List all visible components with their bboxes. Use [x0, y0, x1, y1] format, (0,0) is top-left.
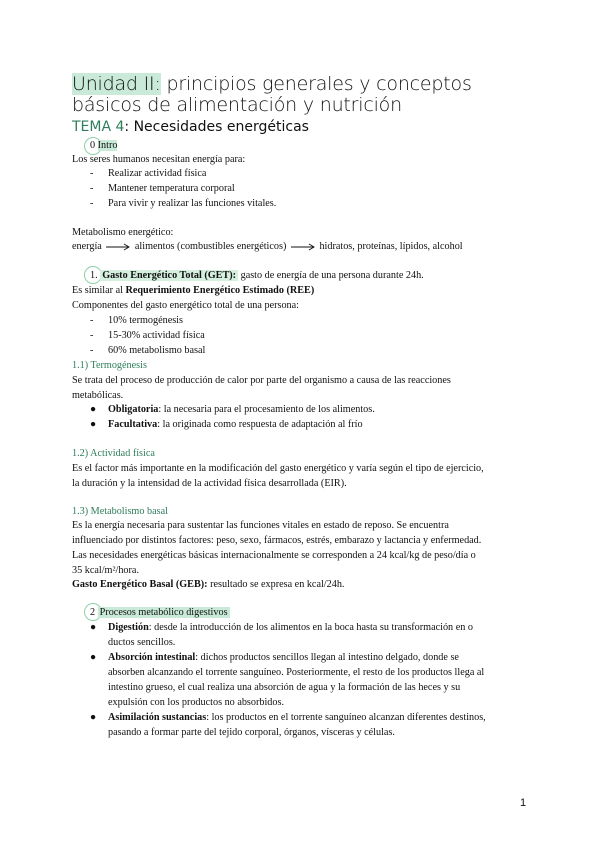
- section1-number: 1.: [90, 270, 98, 281]
- item-rest: : los productos en el torrente sanguíneo alcanzan diferentes destinos,: [206, 712, 486, 723]
- intro-lead: Los seres humanos necesitan energía para:: [72, 154, 246, 165]
- similar-bold: Requerimiento Energético Estimado (REE): [125, 285, 315, 296]
- item-bold: Asimilación sustancias: [108, 712, 207, 723]
- sub3-line3: Las necesidades energéticas básicas internacionalmente se corresponden a 24 kcal/kg de peso/día o: [72, 550, 476, 561]
- s2-item-3-line1: [108, 710, 486, 725]
- s2-item-3-line2: pasando a formar parte del tejido corporal, órganos, vísceras y células.: [108, 727, 395, 738]
- item-bold: Facultativa: [108, 419, 158, 430]
- list-item: -: [90, 198, 94, 209]
- geb-bold: Gasto Energético Basal (GEB):: [72, 579, 208, 590]
- title-line1: principios generales y conceptos: [160, 73, 472, 95]
- intro-item-3: Para vivir y realizar las funciones vitales.: [108, 198, 277, 209]
- page-title-line2: básicos de alimentación y nutrición: [72, 94, 402, 116]
- geb-line: [72, 577, 344, 592]
- section2-heading-text: Procesos metabólico digestivos: [99, 607, 228, 618]
- sub3-line1: Es la energía necesaria para sustentar las funciones vitales en estado de reposo. Se encuentra: [72, 520, 449, 531]
- item-bold: Absorción intestinal: [108, 652, 196, 663]
- section1-heading-rest: gasto de energía de una persona durante 24h.: [238, 270, 424, 281]
- intro-item-1: Realizar actividad física: [108, 168, 207, 179]
- section2-heading: [90, 605, 230, 620]
- section2-number: 2: [90, 607, 96, 618]
- arrow-right-icon: [104, 242, 132, 252]
- bullet-icon: ●: [90, 712, 97, 723]
- sub3-line2: influenciado por distintos factores: peso, sexo, fármacos, estrés, embarazo y lactancia y enfermedad.: [72, 535, 482, 546]
- tema-heading: [72, 118, 309, 136]
- sub2-line1: Es el factor más importante en la modificación del gasto energético y varía según el tipo de ejercicio,: [72, 463, 484, 474]
- sub1-heading: 1.1) Termogénesis: [72, 360, 147, 371]
- component-1: 10% termogénesis: [108, 315, 183, 326]
- flow-step-2: alimentos (combustibles energéticos): [134, 241, 287, 252]
- s2-item-2-line3: intestino grueso, el cual realiza una absorción de agua y la formación de las heces y su: [108, 682, 461, 693]
- list-item: -: [90, 345, 94, 356]
- tema-prefix: TEMA 4: [72, 119, 125, 135]
- section1-heading: [90, 268, 424, 283]
- s2-item-2-line2: absorben alcanzando el torrente sanguíneo. Posteriormente, el resto de los productos llega al: [108, 667, 485, 678]
- item-rest: : la originada como respuesta de adaptación al frío: [157, 419, 363, 430]
- metabolism-flow: [72, 239, 463, 254]
- metabolism-label: Metabolismo energético:: [72, 227, 174, 238]
- component-2: 15-30% actividad física: [108, 330, 205, 341]
- intro-heading-text: Intro: [97, 140, 118, 151]
- bullet-icon: ●: [90, 652, 97, 663]
- s2-item-1-line1: [108, 620, 473, 635]
- list-item: -: [90, 315, 94, 326]
- tema-text: : Necesidades energéticas: [124, 119, 309, 135]
- s2-item-2-line4: expulsión con los productos no absorbidos.: [108, 697, 285, 708]
- intro-heading: [90, 138, 117, 153]
- similar-prefix: Es similar al: [72, 285, 126, 296]
- section1-heading-bold: Gasto Energético Total (GET):: [102, 270, 237, 281]
- list-item: -: [90, 330, 94, 341]
- list-item: -: [90, 168, 94, 179]
- item-rest: : dichos productos sencillos llegan al intestino delgado, donde se: [195, 652, 459, 663]
- page-number: 1: [520, 797, 527, 809]
- sub1-item-1: [108, 402, 375, 417]
- title-prefix: Unidad II:: [72, 73, 161, 95]
- component-3: 60% metabolismo basal: [108, 345, 206, 356]
- arrow-right-icon: [289, 242, 317, 252]
- bullet-icon: ●: [90, 622, 97, 633]
- sub3-line4: 35 kcal/m²/hora.: [72, 565, 139, 576]
- sub1-item-2: [108, 417, 363, 432]
- flow-step-1: energía: [72, 241, 102, 252]
- bullet-icon: ●: [90, 404, 97, 415]
- s2-item-2-line1: [108, 650, 459, 665]
- components-label: Componentes del gasto energético total de una persona:: [72, 300, 299, 311]
- geb-rest: resultado se expresa en kcal/24h.: [207, 579, 345, 590]
- sub1-line1: Se trata del proceso de producción de calor por parte del organismo a causa de las reacciones: [72, 375, 451, 386]
- item-rest: : la necesaria para el procesamiento de los alimentos.: [158, 404, 375, 415]
- s2-item-1-line2: ductos sencillos.: [108, 637, 176, 648]
- bullet-icon: ●: [90, 419, 97, 430]
- sub2-line2: la duración y la intensidad de la actividad física desarrollada (EIR).: [72, 478, 347, 489]
- item-rest: : desde la introducción de los alimentos en la boca hasta su transformación en o: [148, 622, 473, 633]
- item-bold: Digestión: [108, 622, 149, 633]
- sub2-heading: 1.2) Actividad física: [72, 448, 155, 459]
- item-bold: Obligatoria: [108, 404, 159, 415]
- list-item: -: [90, 183, 94, 194]
- intro-item-2: Mantener temperatura corporal: [108, 183, 235, 194]
- sub1-line2: metabólicas.: [72, 390, 124, 401]
- sub3-heading: 1.3) Metabolismo basal: [72, 506, 168, 517]
- flow-step-3: hidratos, proteínas, lípidos, alcohol: [319, 241, 463, 252]
- section1-similar: [72, 283, 314, 298]
- intro-number: 0: [90, 140, 96, 151]
